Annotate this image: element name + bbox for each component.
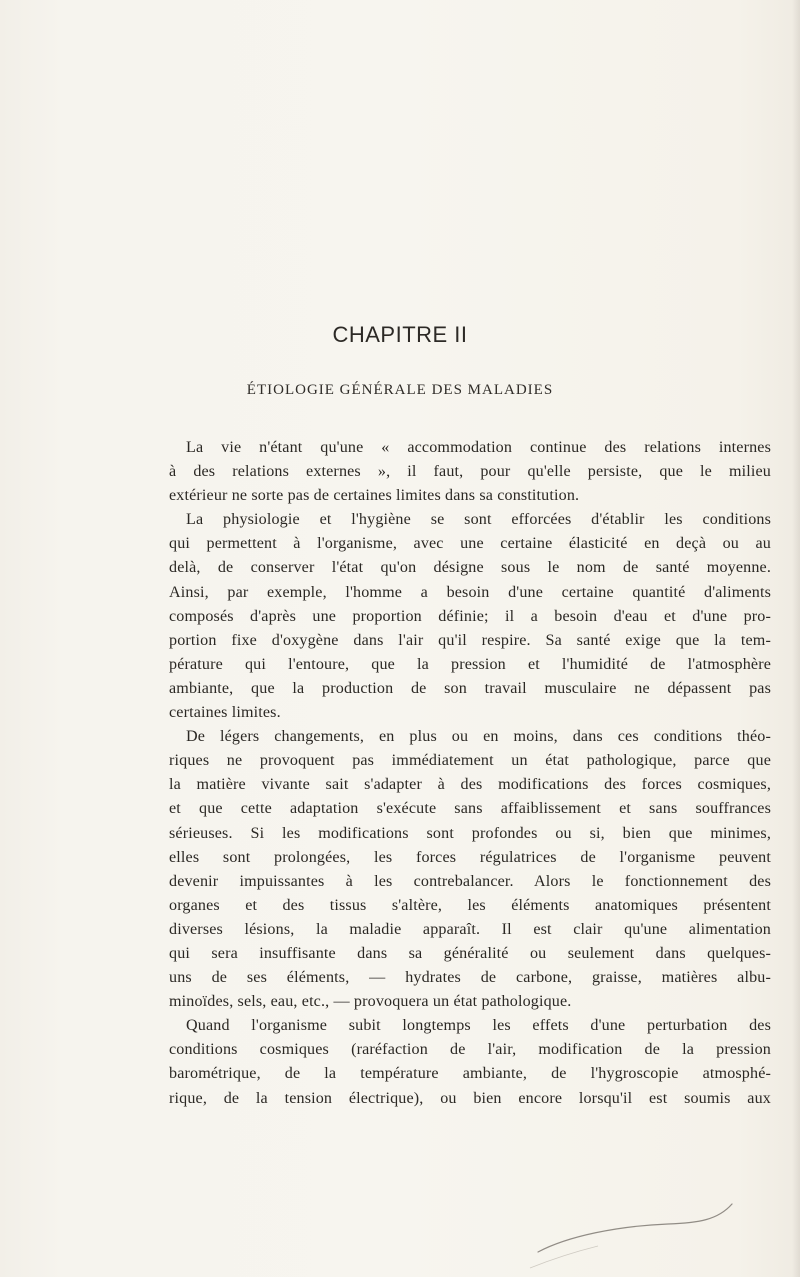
- text-line: riques ne provoquent pas immédiatement un état pathologique, parce que: [169, 752, 771, 770]
- text-line: La vie n'étant qu'une « accommodation continue des relations internes: [186, 439, 771, 456]
- text-line: elles sont prolongées, les forces régulatrices de l'organisme peuvent: [169, 848, 771, 866]
- chapter-title: CHAPITRE II: [332, 322, 468, 347]
- text-line: minoïdes, sels, eau, etc., — provoquera un état pathologique.: [169, 993, 572, 1011]
- text-line: sérieuses. Si les modifications sont profondes ou si, bien que minimes,: [169, 824, 771, 842]
- text-line: Quand l'organisme subit longtemps les effets d'une perturbation des: [186, 1017, 771, 1035]
- text-line: et que cette adaptation s'exécute sans affaiblissement et sans souffrances: [169, 800, 771, 818]
- text-line: composés d'après une proportion définie; il a besoin d'eau et d'une pro-: [169, 607, 771, 625]
- text-line: organes et des tissus s'altère, les éléments anatomiques présentent: [169, 896, 771, 914]
- chapter-subtitle: ÉTIOLOGIE GÉNÉRALE DES MALADIES: [246, 382, 554, 398]
- text-line: Ainsi, par exemple, l'homme a besoin d'une certaine quantité d'aliments: [169, 583, 771, 601]
- text-line: pérature qui l'entoure, que la pression et l'humidité de l'atmosphère: [169, 655, 771, 673]
- text-line: rique, de la tension électrique), ou bien encore lorsqu'il est soumis aux: [169, 1089, 771, 1107]
- text-line: qui permettent à l'organisme, avec une certaine élasticité en deçà ou au: [169, 535, 771, 553]
- page-edge-shadow: [792, 0, 800, 1277]
- text-line: conditions cosmiques (raréfaction de l'air, modification de la pression: [169, 1041, 771, 1059]
- text-line: qui sera insuffisante dans sa généralité ou seulement dans quelques-: [169, 944, 771, 962]
- body-text: [169, 436, 771, 1111]
- text-line: certaines limites.: [169, 704, 281, 722]
- text-line: extérieur ne sorte pas de certaines limites dans sa constitution.: [169, 487, 580, 505]
- text-line: De légers changements, en plus ou en moins, dans ces conditions théo-: [186, 728, 771, 746]
- text-line: la matière vivante sait s'adapter à des modifications des forces cosmiques,: [169, 776, 771, 794]
- text-line: delà, de conserver l'état qu'on désigne sous le nom de santé moyenne.: [169, 559, 771, 577]
- text-line: barométrique, de la température ambiante, de l'hygroscopie atmosphé-: [169, 1065, 771, 1083]
- text-line: diverses lésions, la maladie apparaît. Il est clair qu'une alimentation: [169, 920, 771, 938]
- text-line: uns de ses éléments, — hydrates de carbone, graisse, matières albu-: [169, 969, 771, 987]
- text-line: à des relations externes », il faut, pour qu'elle persiste, que le milieu: [169, 463, 771, 481]
- text-line: ambiante, que la production de son travail musculaire ne dépassent pas: [169, 679, 771, 697]
- page-curl-mark: [528, 1190, 738, 1270]
- text-line: La physiologie et l'hygiène se sont efforcées d'établir les conditions: [186, 511, 771, 529]
- text-line: devenir impuissantes à les contrebalancer. Alors le fonctionnement des: [169, 872, 771, 890]
- text-line: portion fixe d'oxygène dans l'air qu'il respire. Sa santé exige que la tem-: [169, 631, 771, 649]
